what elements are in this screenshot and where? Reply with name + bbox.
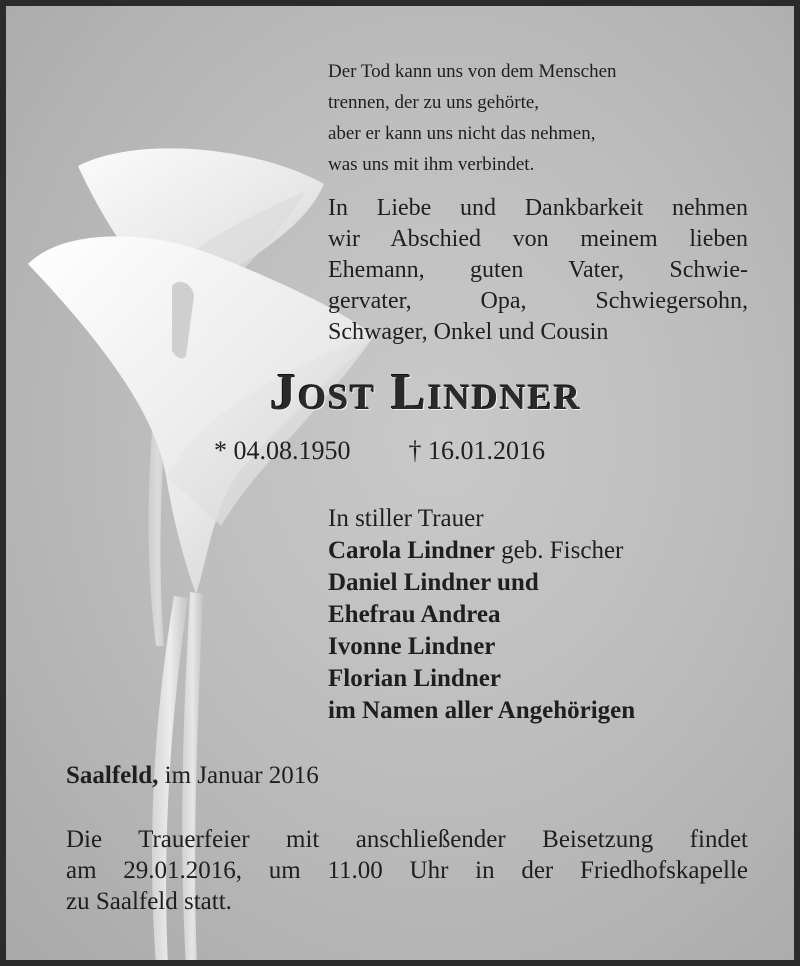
quote-line: Der Tod kann uns von dem Menschen — [328, 61, 617, 82]
farewell-text — [328, 193, 748, 348]
farewell-line: Schwager, Onkel und Cousin — [328, 319, 609, 345]
place-and-date — [66, 762, 319, 790]
date: im Januar 2016 — [158, 762, 319, 789]
quote-line: aber er kann uns nicht das nehmen, — [328, 123, 596, 144]
quote-block — [328, 56, 617, 180]
funeral-line: am 29.01.2016, um 11.00 Uhr in der Friedhofskapelle — [66, 857, 748, 884]
quote-line: was uns mit ihm verbindet. — [328, 154, 535, 175]
mourner-line: Ivonne Lindner — [328, 633, 496, 660]
funeral-notice — [66, 824, 748, 917]
funeral-line: zu Saalfeld statt. — [66, 888, 232, 915]
death-date: † 16.01.2016 — [408, 436, 545, 465]
birth-date: * 04.08.1950 — [214, 436, 351, 465]
mourner-line: Ehefrau Andrea — [328, 601, 501, 628]
mourner-line: im Namen aller Angehörigen — [328, 697, 636, 724]
farewell-line: gervater, Opa, Schwiegersohn, — [328, 288, 748, 314]
mourner-line: Florian Lindner — [328, 665, 501, 692]
quote-line: trennen, der zu uns gehörte, — [328, 92, 540, 113]
farewell-line: wir Abschied von meinem lieben — [328, 226, 748, 252]
farewell-line: Ehemann, guten Vater, Schwie- — [328, 257, 748, 283]
farewell-line: In Liebe und Dankbarkeit nehmen — [328, 195, 748, 221]
mourner-line: Carola Lindner geb. Fischer — [328, 537, 624, 564]
mourner-line: Daniel Lindner und — [328, 569, 539, 596]
mourners-block — [328, 503, 635, 727]
funeral-line: Die Trauerfeier mit anschließender Beisetzung findet — [66, 826, 748, 853]
place: Saalfeld, — [66, 762, 159, 789]
life-dates — [214, 436, 545, 466]
deceased-name: Jost Lindner — [270, 364, 582, 421]
mourners-heading: In stiller Trauer — [328, 505, 484, 532]
